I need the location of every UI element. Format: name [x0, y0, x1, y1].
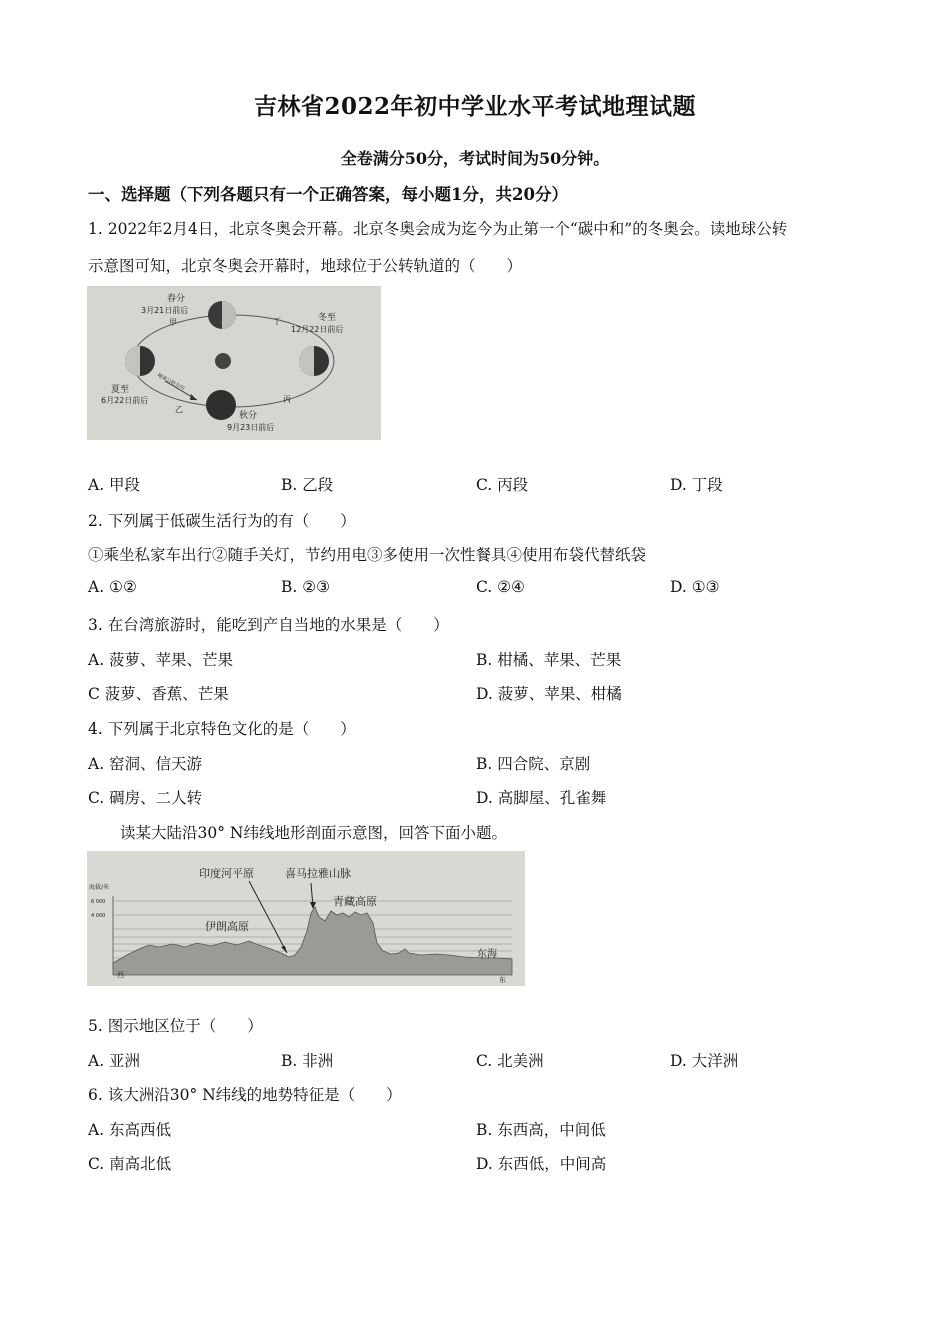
question-5-stem: 5. 图示地区位于（ ） [88, 1017, 263, 1035]
q4-option-c[interactable]: C. 碉房、二人转 [88, 789, 203, 807]
q6-option-c[interactable]: C. 南高北低 [88, 1155, 172, 1173]
q5-option-a[interactable]: A. 亚洲 [88, 1052, 141, 1070]
q6-option-d[interactable]: D. 东西低，中间高 [476, 1155, 607, 1173]
question-2-items: ①乘坐私家车出行②随手关灯，节约用电③多使用一次性餐具④使用布袋代替纸袋 [88, 546, 647, 564]
q5-option-d[interactable]: D. 大洋洲 [670, 1052, 739, 1070]
q3-option-b[interactable]: B. 柑橘、苹果、芒果 [476, 651, 622, 669]
sun-icon [215, 353, 231, 369]
q2-option-d[interactable]: D. ①③ [670, 578, 720, 596]
question-1-line-1: 1. 2022年2月4日，北京冬奥会开幕。北京冬奥会成为迄今为止第一个“碳中和”的冬奥会。读地球公转 [88, 220, 788, 238]
y-tick-mid: 4 000 [91, 913, 106, 919]
question-4-stem: 4. 下列属于北京特色文化的是（ ） [88, 720, 356, 738]
q4-option-b[interactable]: B. 四合院、京剧 [476, 755, 591, 773]
east-sea-label: 东海 [477, 949, 497, 960]
segment-bing: 丙 [283, 395, 291, 404]
autumn-date: 9月23日前后 [227, 423, 275, 432]
q6-option-a[interactable]: A. 东高西低 [88, 1121, 172, 1139]
q4-option-a[interactable]: A. 窑洞、信天游 [88, 755, 203, 773]
west-label: 西 [117, 971, 124, 979]
q1-option-b[interactable]: B. 乙段 [281, 476, 334, 494]
question-1-line-2: 示意图可知，北京冬奥会开幕时，地球位于公转轨道的（ ） [88, 257, 523, 275]
q5-option-c[interactable]: C. 北美洲 [476, 1052, 544, 1070]
autumn-label: 秋分 [239, 411, 258, 421]
earth-autumn-icon [206, 390, 236, 420]
q5-option-b[interactable]: B. 非洲 [281, 1052, 334, 1070]
q3-option-d[interactable]: D. 菠萝、苹果、柑橘 [476, 685, 622, 703]
segment-yi: 乙 [175, 405, 183, 414]
iran-plateau-label: 伊朗高原 [205, 920, 249, 933]
terrain-profile-diagram [87, 851, 525, 986]
question-6-stem: 6. 该大洲沿30° N纬线的地势特征是（ ） [88, 1086, 402, 1104]
q6-option-b[interactable]: B. 东西高，中间低 [476, 1121, 606, 1139]
q1-option-a[interactable]: A. 甲段 [88, 476, 141, 494]
indus-plain-label: 印度河平原 [199, 867, 254, 880]
himalaya-label: 喜马拉雅山脉 [285, 867, 351, 880]
revolution-direction-label: 地球公转方向 [156, 372, 186, 392]
winter-label: 冬至 [318, 313, 337, 323]
winter-date: 12月22日前后 [291, 325, 344, 334]
segment-ding: 丁 [273, 317, 281, 326]
question-2-stem: 2. 下列属于低碳生活行为的有（ ） [88, 512, 356, 530]
earth-revolution-figure [87, 286, 381, 440]
q1-option-d[interactable]: D. 丁段 [670, 476, 723, 494]
section-heading: 一、选择题（下列各题只有一个正确答案，每小题1分，共20分） [88, 185, 568, 204]
summer-label: 夏至 [111, 385, 130, 395]
q2-option-c[interactable]: C. ②④ [476, 578, 525, 596]
exam-info: 全卷满分50分，考试时间为50分钟。 [340, 149, 610, 168]
page-title: 吉林省2022年初中学业水平考试地理试题 [253, 93, 696, 120]
segment-jia: 甲 [169, 318, 177, 327]
q2-option-a[interactable]: A. ①② [88, 578, 137, 596]
profile-intro: 读某大陆沿30° N纬线地形剖面示意图，回答下面小题。 [120, 824, 507, 842]
q3-option-c[interactable]: C 菠萝、香蕉、芒果 [88, 685, 229, 703]
summer-date: 6月22日前后 [101, 396, 149, 405]
question-3-stem: 3. 在台湾旅游时，能吃到产自当地的水果是（ ） [88, 616, 449, 634]
earth-revolution-diagram [87, 286, 381, 440]
q3-option-a[interactable]: A. 菠萝、苹果、芒果 [88, 651, 234, 669]
y-axis-label: 海拔/米 [89, 884, 110, 891]
east-label: 东 [499, 976, 506, 984]
terrain-profile-figure [87, 851, 525, 986]
q4-option-d[interactable]: D. 高脚屋、孔雀舞 [476, 789, 607, 807]
q2-option-b[interactable]: B. ②③ [281, 578, 331, 596]
tibet-plateau-label: 青藏高原 [333, 895, 377, 908]
q1-option-c[interactable]: C. 丙段 [476, 476, 529, 494]
spring-label: 春分 [167, 294, 186, 304]
spring-date: 3月21日前后 [141, 306, 189, 315]
y-tick-top: 6 000 [91, 899, 106, 905]
